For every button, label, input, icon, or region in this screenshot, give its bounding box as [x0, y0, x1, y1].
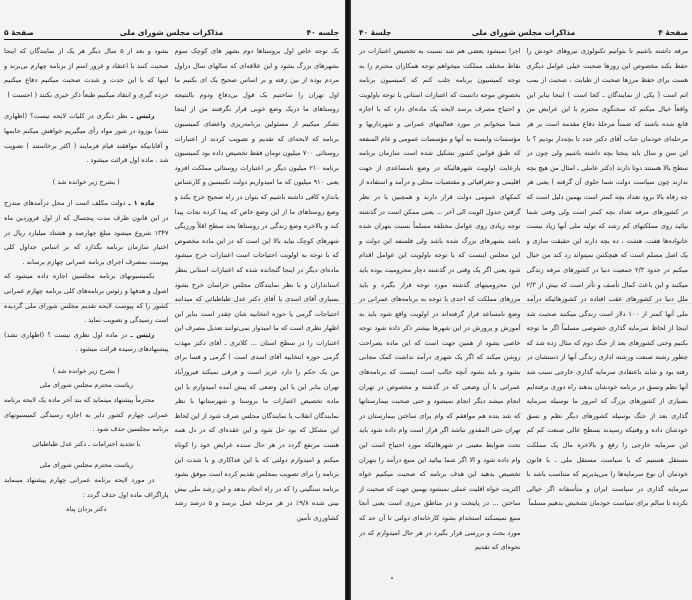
column-left — [359, 44, 521, 592]
column-right — [175, 44, 340, 592]
page-title: مذاکرات مجلس شورای ملی — [119, 27, 224, 37]
speaker-name: رئیس ـ — [130, 330, 155, 339]
body-paragraph: اجرا نمیشود بعضی هم شد نسبت به تخصیص اعتبارات در نقاط مختلف مملکت میخواهم توجه همکاران محترم را به توجه کمیسیون برنامه جلب کنم که کمیسیون برنامه بخصوص موجه دانست که اعتبارات استانی با توجه باولویت و احتیاج مصرف برسد لایحه یک ماده‌ای دارد که با اجازه شما میخوانم در مورد فعالیتهای عمرانی و شهرداریها و مؤسسات وابسته به آنها و مؤسسات عمومی و عام المنفعه که طبق قوانین کشور تشکیل شده است سازمان برنامه بارعایت اولویت شهرهائیکه در وضع نامساعدی از جهت اقلیمی و جغرافیائی و مقتضیات محلی و درآمد و استفاده از کمکهای عمومی دولت قرار دارند و همچنین با در نظر گرفتن جدول الویت الی آخر ... یعنی ممکن است در گذشته توجه زیادی روی عوامل مختلفه مسلماً نسبت بتهران شده باشد بشهرهای بزرگ شده باشد ولی فلسفه این دولت و این مجلس اینست که با توجه باولویت این عوامل اقدام شود یعنی اگر یک وقتی در گذشته دچار محرومیت بوده باید این محرومیتهای گذشته مورد توجه قرار بگیرد و باید مرزهای مملکت که احدی با توجه به برنامه‌های عمرانی در وضع نامساعد قرار گرفته‌اند در اولویت واقع شود باید به آموزش و پرورش در این شهرها بیشتر ذکر داده شود توجه خاصی بشود از همین جهت است که این ماده بصراحت روشن میکند که اگر یک شهری درآمد نداشت کمک مجانی بشود و باید بشود آنچه جالب است اینست که برنامه‌های عمرانی با آن وضعی که در گذشته و مخصوص در تهران انجام میشد دیگر انجام نمیشود و حتی صحبت بیمارستانها که شد بنده هم موافقم که وام برای ساختن بیمارستان در تهران حتی المقدور نباشد اگر قرار است وام داده شود باید تحت ضوابط معینی در شهرهائیکه مورد احتیاج است این وام داده شود و الا اگر شما بیائید این منبع درآمد را بتهران تخصیص بدهید این هدف برنامه که صحبت میکنیم خواه اکثریت خواه اقلیت عملی نمیشود بهمین جهت که صحبت از ساختن ... در پایتخت و در مناطق مرزی است یعنی آنجا منبع نمیسکند استخدام بشود کارخانه‌ای دولتی تا آن حد که مورد بحث و بررسی قرار بگیرد در هر حال امیدوارم که در نحوه‌ای که تقدیم — [359, 47, 521, 552]
scan-fold-line — [0, 303, 345, 304]
header-rule — [4, 39, 339, 40]
signature: دکتر یزدان پناه — [66, 505, 107, 514]
body-paragraph: بشود و بعد از ۵ سال دیگر هر یک از نمایندگان که اینجا صحبت کنند با اعتقاد و غرور اسم از برنامه چهارم بی‌برند و اینها که با این حدت و شدت صحبت میکنیم دفاع میکنیم خرده گیری و انتقاد میکنیم طبعاً ذکر خیری بکنند ( احسنت ) — [4, 47, 169, 99]
proposal-text: محترماً پیشنهاد مینماید که بند آخر ماده یک لایحه برنامه عمرانی چهارم کشور دایر به اجازه رسیدگی کمیسیونهای برنامه مجلسین حذف شود . — [4, 396, 169, 434]
header-rule — [359, 39, 688, 40]
text-columns — [4, 44, 339, 592]
scan-speck — [391, 577, 393, 579]
speaker-paragraph: رئیس ـ نظر دیگری در کلیات لایحه نیست؟ (اظهاری نشد) بورود در شور مواد رأی میگیریم خواهش میکنم خانمها و آقایانیکه موافقند قیام فرمایند ( اکثر برخاستند ) تصویب شد . ماده اول قرائت میشود . — [4, 112, 169, 165]
text-columns — [359, 44, 688, 592]
article-paragraph: ماده ۱ ـ دولت مکلف است از محل درآمدهای مندرج در این قانون ظرف مدت پنجسال که از اول فروردین ماه ۱۳۴۷ شروع میشود مبلغ چهارصد و هشتاد میلیارد ریال در اختیار سازمان برنامه بگذارد که بر اساس جداول کلی پیوست بمصرف اجرای برنامه عمرانی چهارم برساند . — [4, 199, 169, 266]
speaker-paragraph: رئیس ـ در ماده اول نظری نیست ؟ (اظهاری نشد) پیشنهادهای رسیده قرائت میشود . — [4, 330, 169, 354]
stage-direction: ( بشرح زیر خوانده شد ) — [52, 366, 120, 375]
session-label: جلسهٔ ۴۰ — [359, 27, 392, 37]
article-label: ماده ۱ ـ — [128, 199, 155, 208]
salutation: ریاست محترم مجلس شورای ملی — [39, 381, 134, 390]
speaker-name: رئیس ـ — [130, 112, 155, 121]
scan-fold-line — [351, 303, 692, 304]
stage-direction: ( بشرح زیر خوانده شد ) — [52, 177, 120, 186]
page-5 — [0, 0, 345, 600]
body-paragraph: مرفه داشته باشیم تا بتوانیم تکنولوژی نیروهای خودش را حفظ بکند مخصوص این روزها صحبت خیلی عوامل دیگری هست برای حفظ مرزها صحبت از طبابت ، صحبت از بمب اتم است ( یکی از نمایندگان ـ کجا است ) اینجا بنابر این واقعاً خیال میکنم که سخنگوی محترم با این عرایض من قانع شده باشند که ضمناً مرحلهٔ دفاع مقدمه است بر هر مرحله‌ای خودمان جناب آقای دکتر جدد تا بچه‌دار بودیم ؟ با این سن و سال باید پنجتا بچه داشته باشیم ولی چون در سطح بالا هستند دوتا دارند (دکتر عاملی ـ امثال من هیچ بچه ندارند چون سیاست دولت شما جلوی آن گرفته ) یعنی هر چه رفاه بالا برود تعداد بچه کمتر است بهمین دلیل است که در کشورهای مرفه تعداد بچه کمتر است ولی وقتی شما بیائید روی مملکتهای کم رشد که تولید ملی آنها زیاد نیست خانواده‌ها هفت، هشت ، ده بچه دارند این حقیقت سازی و یک اصل مسلم است که هیچکس نمیتواند رد کند من خیال میکنم در حدود ۲/۳ جمعیت دنیا در کشورهای مرفه زندگی میکنند و این باعث کمال تأسف و تأثر است که بیش از ۲/۳ ملل دنیا در کشورهای عقب افتاده در کشورهائیکه درآمد ملی آنها کمتر از ۱۰۰ دلار است زندگی میکنند صحبت شد اینجا از لحاظ سرمایه گذاری خصوصی مسلماً اگر ما توجه بکنیم وحتی کشورهای بعد از جنگ دوم که مثال زده شد که چطور رشته صنعت ورشته اداری زندگی آنها از دستشان در رفته بود و شاید باعتقادی سرمایه گذاری خارجی سبب شد آنها نظم ونسق در برنامه خودشان بدهند راه دوری برفته‌ایم بسیاری از کشورهای بزرگ که امروز ما بوسیله سرمایه گذاری بعد از جنگ بوسیله کشورهای دیگر نظم و نسق خودشان داده و وقتیکه رسیدند بسطح عالی صنعت کم کم این سرمایه خارجی را رفع و بالاخره مال یک مملکت مستقل هستیم که با سیاست مستقل ملی ، با قانون خودمان آن نوع سرمایه‌ها را می‌پذیریم که متناسب باشد با سرمایه گذاری در سیاست ایران و متأسفانه اگر خیالی نکرده تا سالم برای سیاست خودمان تشخیص بدهیم مسلماً — [526, 47, 688, 508]
page-number: صفحهٔ ۵ — [4, 27, 34, 37]
column-right — [527, 44, 689, 592]
page-number: صفحهٔ ۴ — [658, 27, 688, 37]
page-header — [359, 26, 688, 38]
page-title: مذاکرات مجلس شورای ملی — [471, 27, 576, 37]
page-header — [4, 26, 339, 38]
proposal-text: در مورد لایحه برنامه عمرانی چهارم پیشنهاد مینماید پاراگراف ماده اول حذف گردد : — [4, 476, 169, 499]
session-label: جلسه ۴۰ — [306, 27, 339, 37]
body-paragraph: بکمیسیونهای برنامه مجلسین اجازه داده میشود که اصول و هدفها و رئوس برنامه‌های کلی برنامه چهارم عمرانی کشور را که پیوست لایحه تقدیم مجلس شورای ملی گردیده است رسیدگی و تصویب نماید . — [4, 272, 169, 325]
column-left — [4, 44, 169, 592]
salutation: ریاست محترم مجلس شورای ملی — [39, 461, 134, 470]
body-paragraph: یک توجه خاص اول بروستاها دوم بشهر های کوچک سوم بشهرهای بزرگ بشود و این علاقه‌ای که سالهای سال دراول مردم بوده از بین رفته و بر اساس صحیح یک ای بکنیم ما اول تهران را ساختیم بک قول بی‌دفاع ودوم بالنتیجه روستاهای ما دریک وضع خوبی قرار نگرفتند من از اینجا تشکر میکنیم از مسئولین برنامه‌ریزی واعضای کمیسیون برنامه که لایحه‌ای که تقدیم و تصویب کردند از اعتبارات روستائی ۷۰۰ میلیون تومان فقط تخصیص داده بود کمیسیون برنامه ۲۱۰ میلیون دیگر بر اعتبارات روستائی مملکت افزود یعنی ۹۱۰ میلیون که ما امیدواریم دولت تکنیسین و کارشناس باندازه کافی داشته باشیم که بتوان در راه صحیح خرج بکند و وضع روستاهای ما از این وضع خاص که پیدا کرده نجات پیدا کند و بالاخره وضع زندگی در روستاها بحد سطح اقلاً ورزیگی شهرهای کوچک بیاید بالا این است که در این ماده مخصوص که با توجه به اولویت احتیاجات است اعتبارات خرج میشود ماده‌ای دیگر در اینجا گنجانده شده که اعتبارات استانی بنظر استانداران و با نظر نمایندگان مجلس خراسان خرج بشود بسیاری آقای اسدی یا آقای دکتر عدل طباطبائی که میدانند احتیاجات گرمی یا حوزه انتخابیه شان چقدر است بنابر این اظهار نظری است که ما امیدوار نمی‌توانند تعدیل مصرف این اعتبارات را در سطح استان ... کلاتری ـ آقای دکتر مهذب گرمی حوزه انتخابیه آقای اسدی است ) گرمی و فسا برای من یک حکم را دارد عزیز است و فرقی نمیکند فیروزآباد تهران بنابر این با این وضعی که پیش آمده امیدوارم با این ماده تخصیص اعتبارات ما بروستا و شهرستانها با نظر نمایندگان انقلاب یا نمایندگان مجلس صرف شود از این لحاظ این مشکل که بود حل شود و این عقده‌ای که در دل همه هست مرتفع گردد در هر حال سنده عرایض خود را کوتاه میکنم و امیدوارم دولتی که با این فداکاری و با شدت این برنامه را برای تصویب بمجلس تقدیم کرده است موفق بشود برنامه سنگینی را که در راه انجام بدهد و این رشد ملی بیش بینی شده ۹/۸٪ در هر مرحله عمل برسد و ۵ درصد رشد کشاورزی تأمین — [174, 47, 339, 522]
signature: با تجدید احترامات ـ دکتر عدل طباطبائی — [32, 439, 141, 448]
page-4 — [351, 0, 692, 600]
